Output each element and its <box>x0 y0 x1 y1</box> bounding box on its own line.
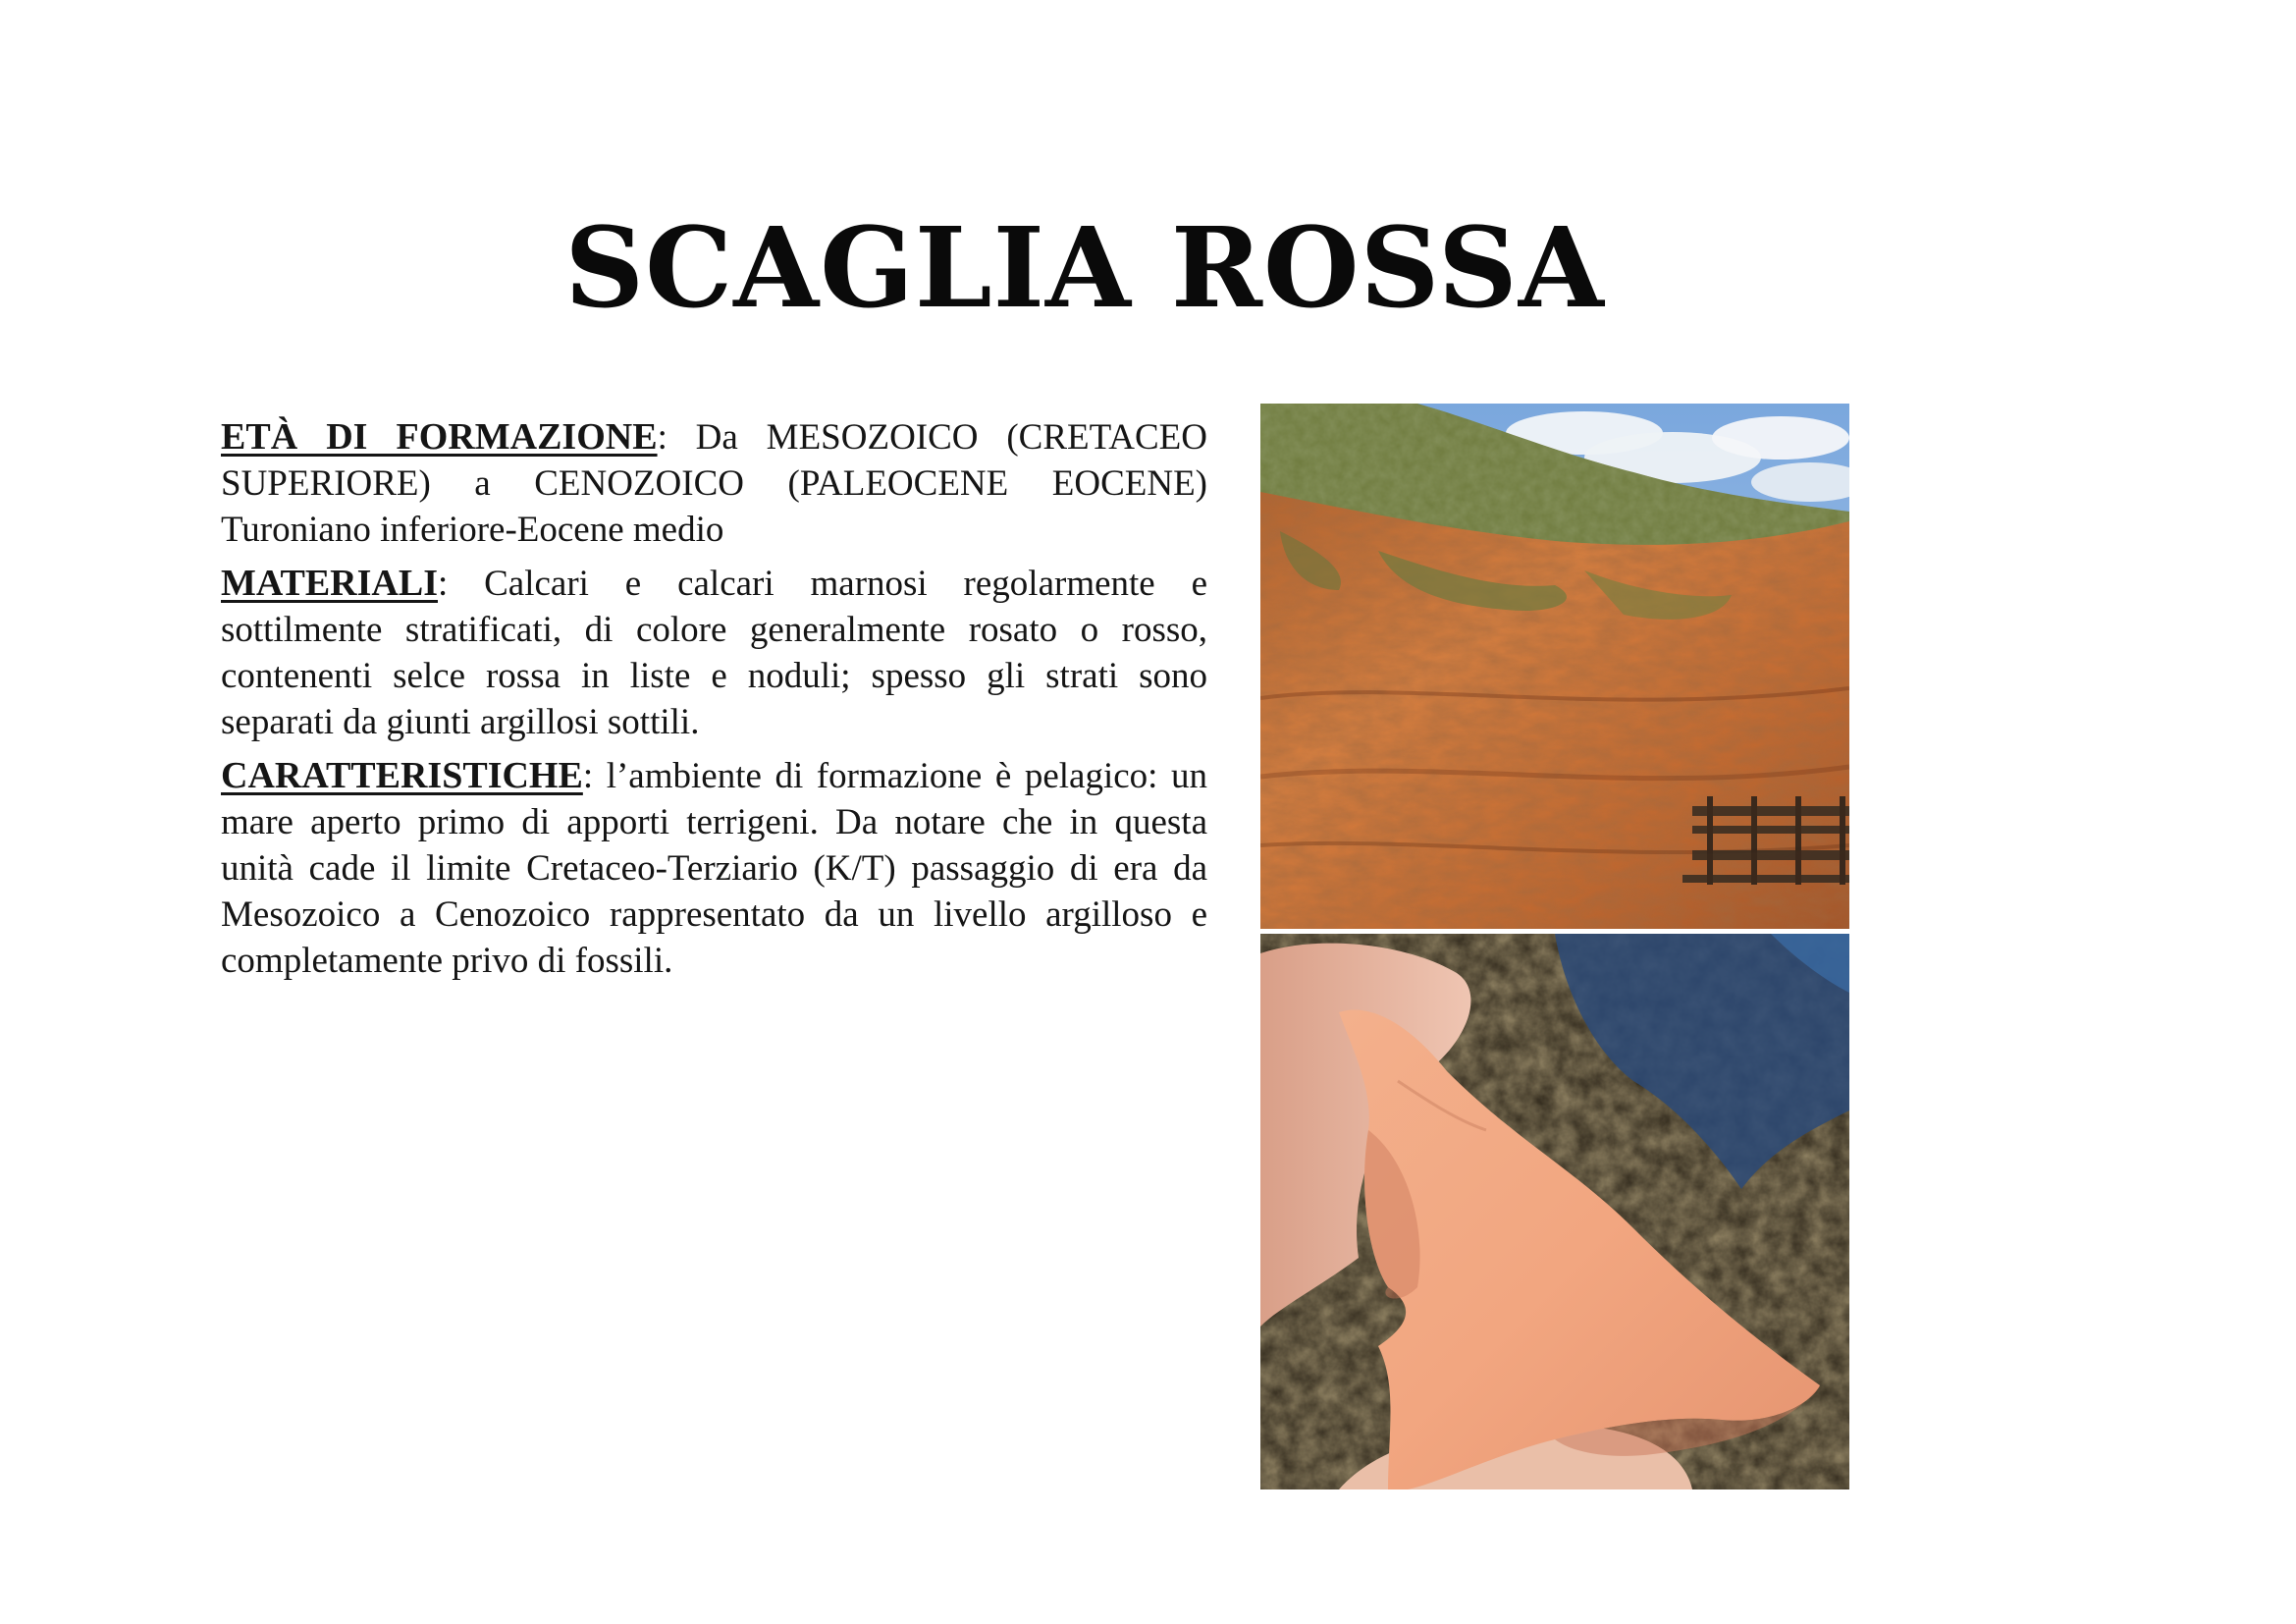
paragraph-characteristics <box>221 753 1207 984</box>
paragraph-materials-text: : Calcari e calcari marnosi regolarmente e sottilmente stratificati, di colore generalmente rosato o rosso, contenenti selce rossa in liste e noduli; spesso gli strati sono separati da giunti argillosi sottili. <box>221 564 1207 742</box>
sample-photo <box>1260 934 1849 1489</box>
paragraph-age-text: : Da MESOZOICO (CRETACEO SUPERIORE) a CENOZOICO (PALEOCENE EOCENE) Turoniano inferiore-Eocene medio <box>221 417 1207 550</box>
outcrop-image <box>1260 404 1849 929</box>
paragraph-materials <box>221 561 1207 745</box>
paragraph-age <box>221 414 1207 553</box>
description-block <box>221 414 1207 992</box>
slide-title: SCAGLIA ROSSA <box>564 204 1605 333</box>
paragraph-age-label: ETÀ DI FORMAZIONE <box>221 416 658 458</box>
photo-panel <box>1260 404 1849 1489</box>
outcrop-photo <box>1260 404 1849 929</box>
paragraph-materials-label: MATERIALI <box>221 563 438 604</box>
sample-image <box>1260 934 1849 1489</box>
paragraph-characteristics-text: : l’ambiente di formazione è pelagico: un mare aperto primo di apporti terrigeni. Da notare che in questa unità cade il limite Cretaceo-Terziario (K/T) passaggio di era da Mesozoico a Cenozoico rappresentato da un livello argilloso e completamente privo di fossili. <box>221 756 1207 981</box>
paragraph-characteristics-label: CARATTERISTICHE <box>221 755 583 796</box>
